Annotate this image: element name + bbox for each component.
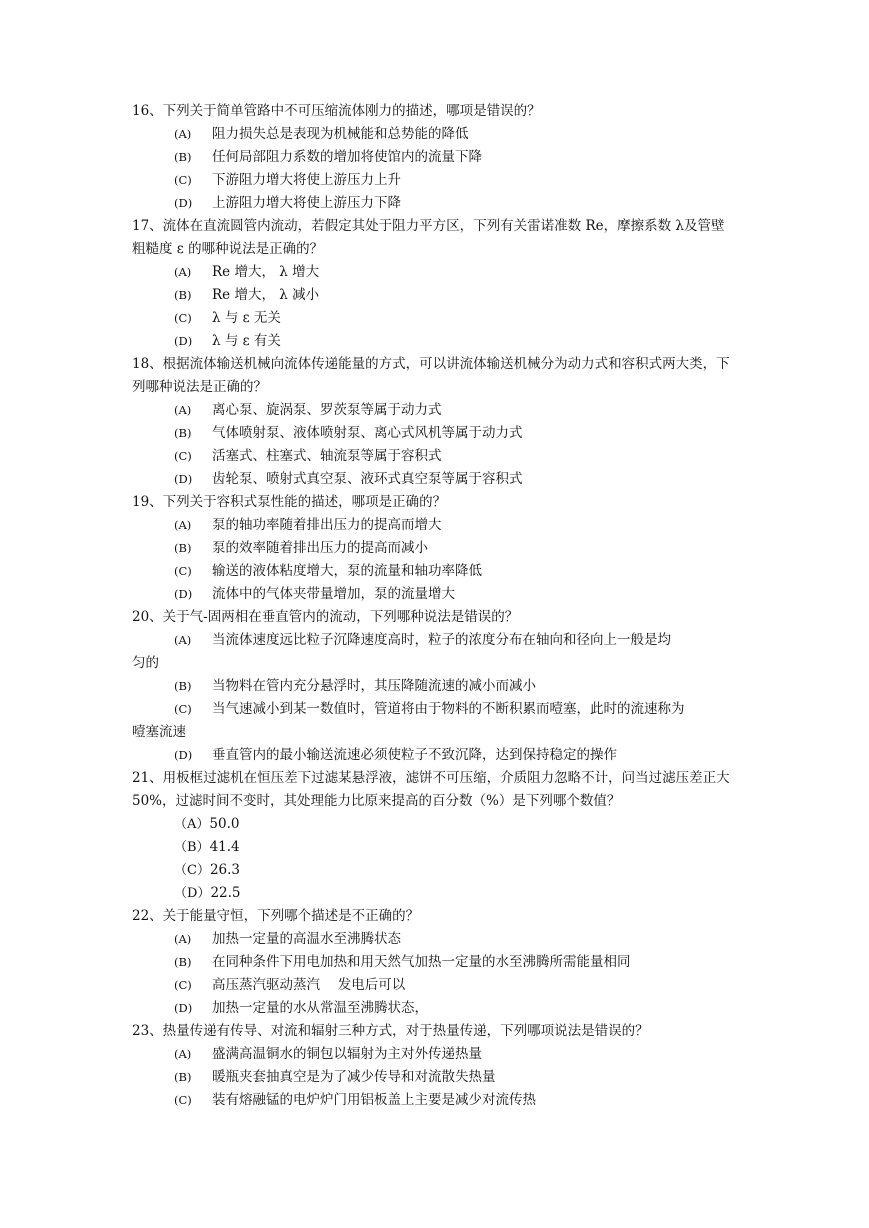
option-label: (D) [174,472,193,486]
question-block [132,905,732,1020]
option-label: (C) [174,311,192,325]
option-label: (A) [174,1047,192,1061]
option-label: (A) [174,932,192,946]
question-list [132,100,732,1112]
option-text: 装有熔融锰的电炉炉门用铝板盖上主要是减少对流传热 [212,1092,536,1108]
option-text: 活塞式、柱塞式、轴流泵等属于容积式 [212,448,442,464]
option-row [132,974,732,997]
option-row [132,169,732,192]
option-text: 在同种条件下用电加热和用天然气加热一定量的水至沸腾所需能量相同 [212,954,631,970]
option-row [132,261,732,284]
question-stem: 19、下列关于容积式泵性能的描述，哪项是正确的？ [132,494,447,510]
option-text: 泵的效率随着排出压力的提高而减小 [212,540,428,556]
question-block [132,767,732,905]
question-block [132,100,732,215]
option-label: （B） [174,840,210,855]
question-stem: 20、关于气-固两相在垂直管内的流动，下列哪种说法是错误的？ [132,609,519,625]
option-text: 上游阻力增大将使上游压力下降 [212,195,401,211]
option-text: 当物料在管内充分悬浮时，其压降随流速的减小而减小 [212,678,536,694]
option-row [132,744,732,767]
option-text: λ 与 ε 有关 [212,333,281,349]
option-row [132,629,732,675]
option-row [132,537,732,560]
option-row [132,514,732,537]
option-row [132,1043,732,1066]
option-row [132,445,732,468]
option-label: (C) [174,1093,192,1107]
option-label: (B) [174,288,192,302]
option-label: (C) [174,173,192,187]
option-row [132,583,732,606]
option-row [132,307,732,330]
option-text: 盛满高温铜水的铜包以辐射为主对外传递热量 [212,1046,482,1062]
option-label: (A) [174,518,192,532]
option-text: 离心泵、旋涡泵、罗茨泵等属于动力式 [212,402,442,418]
option-label: (A) [174,265,192,279]
option-label: (A) [174,403,192,417]
option-text: 加热一定量的高温水至沸腾状态 [212,931,401,947]
option-label: (C) [174,564,192,578]
option-label: (D) [174,587,193,601]
question-block [132,353,732,491]
option-text: 下游阻力增大将使上游压力上升 [212,172,401,188]
option-label: (A) [174,127,192,141]
option-text: 50.0 [209,816,240,832]
option-text: 气体喷射泵、液体喷射泵、离心式风机等属于动力式 [212,425,523,441]
question-stem: 17、流体在直流圆管内流动，若假定其处于阻力平方区，下列有关雷诺准数 Re，摩擦系数 λ及管壁粗糙度 ε 的哪种说法是正确的？ [132,218,725,257]
option-row [132,399,732,422]
option-label: (B) [174,150,192,164]
option-text: 22.5 [210,885,241,901]
option-text: 41.4 [209,839,240,855]
option-text: 当气速减小到某一数值时，管道将由于物料的不断积累而噎塞，此时的流速称为 [212,701,685,717]
option-label: （C） [174,863,210,878]
question-block [132,1020,732,1112]
option-label: (C) [174,449,192,463]
option-row [132,698,732,744]
option-text-continuation: 匀的 [132,655,159,671]
option-text: 26.3 [209,862,241,878]
option-row [132,330,732,353]
option-label: (B) [174,426,192,440]
option-text: 垂直管内的最小输送流速必须使粒子不致沉降，达到保持稳定的操作 [212,747,617,763]
question-stem: 22、关于能量守恒，下列哪个描述是不正确的？ [132,908,420,924]
option-row [132,192,732,215]
option-row [132,997,732,1020]
option-text: 齿轮泵、喷射式真空泵、液环式真空泵等属于容积式 [212,471,523,487]
option-label: （A） [174,817,210,832]
option-row [132,422,732,445]
option-row [132,560,732,583]
option-text: 暖瓶夹套抽真空是为了减少传导和对流散失热量 [212,1069,496,1085]
option-row [132,882,732,905]
option-row [132,859,732,882]
option-text: Re 增大， λ 增大 [212,264,320,280]
option-row [132,123,732,146]
option-label: (C) [174,702,192,716]
option-label: (D) [174,748,193,762]
option-row [132,675,732,698]
option-row [132,468,732,491]
question-stem: 18、根据流体输送机械向流体传递能量的方式，可以讲流体输送机械分为动力式和容积式两大类，下列哪种说法是正确的？ [132,356,730,395]
option-text: 泵的轴功率随着排出压力的提高而增大 [212,517,442,533]
option-text: 当流体速度远比粒子沉降速度高时，粒子的浓度分布在轴向和径向上一般是均 [212,632,671,648]
option-text-continuation: 噎塞流速 [132,724,186,740]
option-label: (D) [174,196,193,210]
option-row [132,1089,732,1112]
option-row [132,836,732,859]
option-row [132,1066,732,1089]
option-text: 阻力损失总是表现为机械能和总势能的降低 [212,126,469,142]
option-text: 高压蒸汽驱动蒸汽 发电后可以 [212,977,406,993]
option-label: （D） [174,886,211,901]
option-text: 输送的液体粘度增大，泵的流量和轴功率降低 [212,563,482,579]
option-label: (C) [174,978,192,992]
option-row [132,928,732,951]
option-row [132,146,732,169]
option-text: λ 与 ε 无关 [212,310,281,326]
option-label: (B) [174,541,192,555]
question-block [132,215,732,353]
option-text: 加热一定量的水从常温至沸腾状态， [212,1000,428,1016]
option-label: (B) [174,1070,192,1084]
option-label: (B) [174,955,192,969]
option-text: 任何局部阻力系数的增加将使馆内的流量下降 [212,149,482,165]
option-text: 流体中的气体夹带量增加，泵的流量增大 [212,586,455,602]
option-label: (D) [174,1001,193,1015]
question-block [132,606,732,767]
option-text: Re 增大， λ 减小 [212,287,320,303]
question-stem: 21、用板框过滤机在恒压差下过滤某悬浮液，滤饼不可压缩，介质阻力忽略不计，问当过滤压差正大 50%，过滤时间不变时，其处理能力比原来提高的百分数（%）是下列哪个数值？ [132,770,730,809]
option-row [132,284,732,307]
option-label: (B) [174,679,192,693]
question-block [132,491,732,606]
option-label: (A) [174,633,192,647]
option-label: (D) [174,334,193,348]
question-stem: 23、热量传递有传导、对流和辐射三种方式，对于热量传递，下列哪项说法是错误的？ [132,1023,649,1039]
option-row [132,813,732,836]
question-stem: 16、下列关于简单管路中不可压缩流体刚力的描述，哪项是错误的？ [132,103,541,119]
option-row [132,951,732,974]
